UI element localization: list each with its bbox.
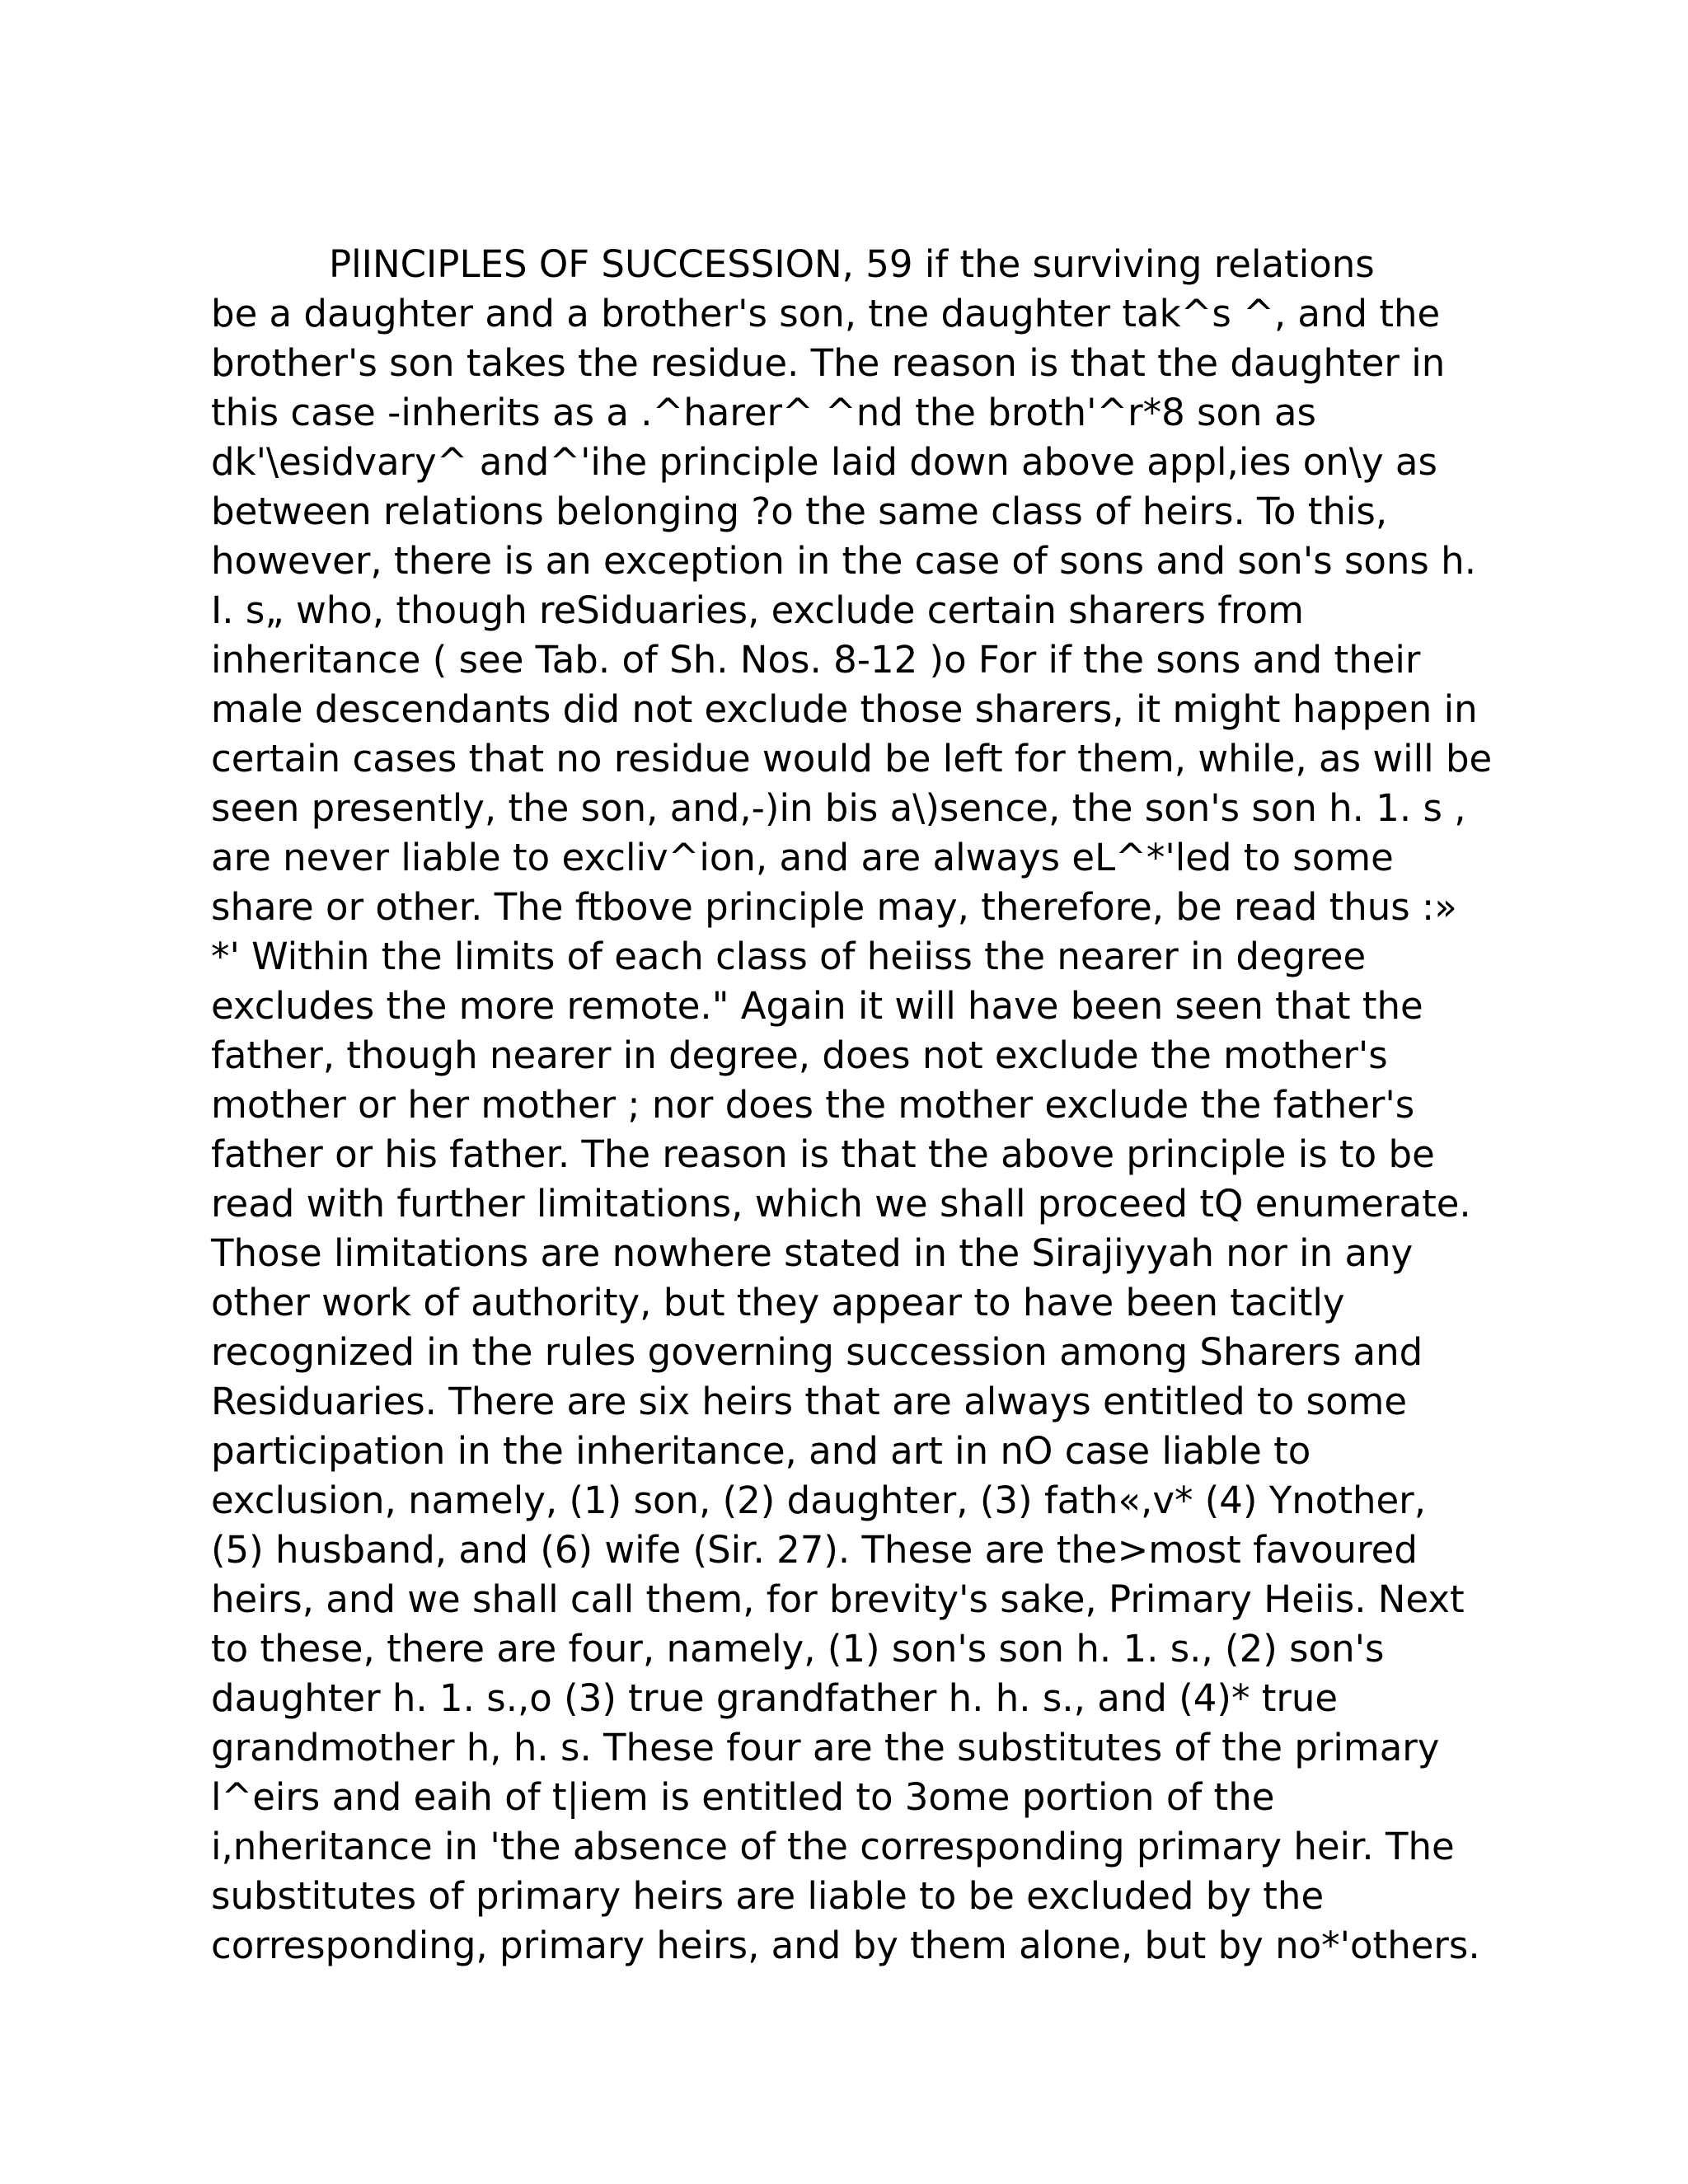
text-line: share or other. The ftbove principle may, therefore, be read thus :» — [211, 885, 1457, 929]
text-line: heirs, and we shall call them, for brevity's sake, Primary Heiis. Next — [211, 1577, 1465, 1621]
text-line: I. s„ who, though reSiduaries, exclude certain sharers from — [211, 588, 1304, 632]
text-line: this case -inherits as a .^harer^ ^nd the broth'^r*8 son as — [211, 391, 1316, 434]
text-line: between relations belonging ?o the same class of heirs. To this, — [211, 490, 1388, 533]
text-line: be a daughter and a brother's son, tne daughter tak^s ^, and the — [211, 292, 1441, 335]
text-line: to these, there are four, namely, (1) son's son h. 1. s., (2) son's — [211, 1627, 1385, 1671]
text-line: l^eirs and eaih of t|iem is entitled to 3ome portion of the — [211, 1775, 1275, 1819]
text-line: grandmother h, h. s. These four are the substitutes of the primary — [211, 1726, 1440, 1769]
text-line: (5) husband, and (6) wife (Sir. 27). These are the>most favoured — [211, 1528, 1418, 1572]
text-line: read with further limitations, which we shall proceed tQ enumerate. — [211, 1182, 1471, 1226]
text-line: Those limitations are nowhere stated in the Sirajiyyah nor in any — [211, 1231, 1414, 1275]
text-line: however, there is an exception in the case of sons and son's sons h. — [211, 539, 1477, 583]
text-line: father, though nearer in degree, does not exclude the mother's — [211, 1033, 1388, 1077]
text-line: other work of authority, but they appear to have been tacitly — [211, 1281, 1345, 1324]
text-line: mother or her mother ; nor does the mother exclude the father's — [211, 1083, 1415, 1127]
text-line: brother's son takes the residue. The reason is that the daughter in — [211, 341, 1446, 385]
text-line: excludes the more remote." Again it will have been seen that the — [211, 984, 1423, 1028]
text-line: PlINCIPLES OF SUCCESSION, 59 if the surviving relations — [211, 242, 1375, 286]
text-line: daughter h. 1. s.,o (3) true grandfather h. h. s., and (4)* true — [211, 1676, 1339, 1720]
text-line: corresponding, primary heirs, and by them alone, but by no*'others. — [211, 1924, 1480, 1967]
text-line: seen presently, the son, and,-)in bis a\)sence, the son's son h. 1. s , — [211, 786, 1466, 830]
text-line: dk'\esidvary^ and^'ihe principle laid down above appl,ies on\y as — [211, 440, 1437, 484]
text-line: inheritance ( see Tab. of Sh. Nos. 8-12 )o For if the sons and their — [211, 638, 1421, 682]
text-line: exclusion, namely, (1) son, (2) daughter, (3) fath«,v* (4) Ynother, — [211, 1479, 1426, 1522]
text-line: father or his father. The reason is that the above principle is to be — [211, 1132, 1435, 1176]
text-line: *' Within the limits of each class of heiiss the nearer in degree — [211, 935, 1367, 978]
body-text — [211, 240, 1497, 1971]
text-line: recognized in the rules governing succession among Sharers and — [211, 1330, 1423, 1374]
text-line: substitutes of primary heirs are liable to be excluded by the — [211, 1874, 1325, 1918]
text-line: male descendants did not exclude those sharers, it might happen in — [211, 687, 1478, 731]
text-line: i,nheritance in 'the absence of the corresponding primary heir. The — [211, 1825, 1455, 1868]
text-line: are never liable to excliv^ion, and are always eL^*'led to some — [211, 836, 1394, 879]
text-line: participation in the inheritance, and art in nO case liable to — [211, 1429, 1311, 1473]
text-line: Residuaries. There are six heirs that are always entitled to some — [211, 1380, 1408, 1423]
text-line: certain cases that no residue would be left for them, while, as will be — [211, 737, 1493, 780]
